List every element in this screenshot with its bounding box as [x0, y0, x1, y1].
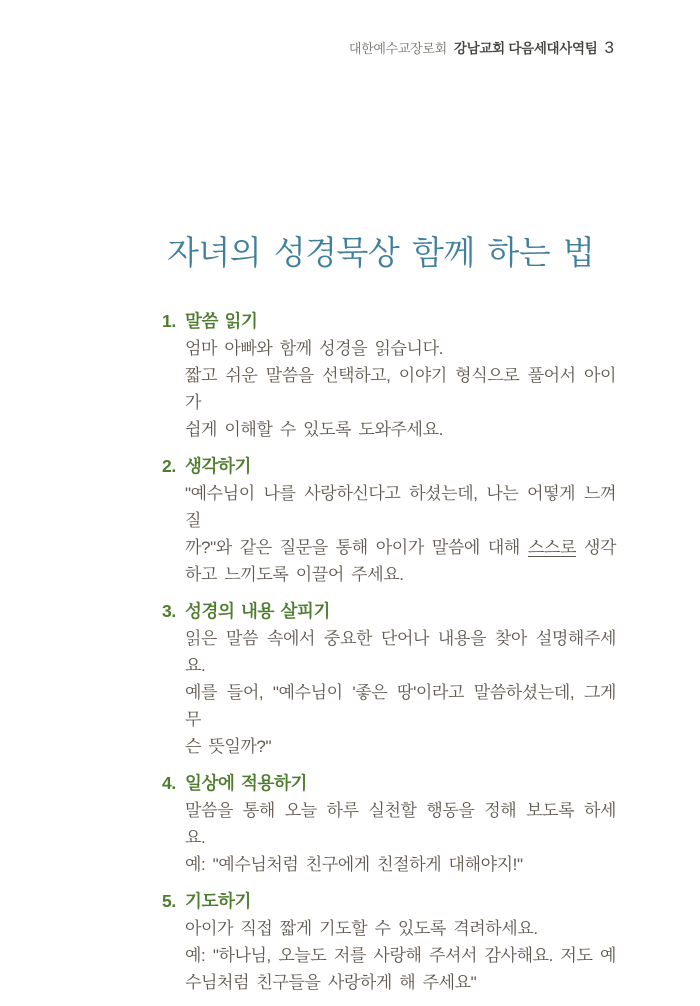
- body-line: "예수님이 나를 사랑하신다고 하셨는데, 나는 어떻게 느껴질: [185, 484, 616, 530]
- section-body: [185, 335, 616, 443]
- section: [162, 770, 618, 878]
- body-line: 쉽게 이해할 수 있도록 도와주세요.: [185, 420, 443, 439]
- denomination-name: 대한예수교장로회: [348, 41, 447, 56]
- section-body: [185, 915, 616, 996]
- body-line: 슨 뜻일까?": [185, 737, 272, 756]
- section-heading: [162, 308, 618, 335]
- body-line: 읽은 말씀 속에서 중요한 단어나 내용을 찾아 설명해주세요.: [185, 629, 616, 675]
- body-line: 짧고 쉬운 말씀을 선택하고, 이야기 형식으로 풀어서 아이가: [185, 366, 616, 412]
- body-line: 예: "하나님, 오늘도 저를 사랑해 주셔서 감사해요. 저도 예: [185, 946, 616, 965]
- body-line: 예: "예수님처럼 친구에게 친절하게 대해야지!": [185, 855, 523, 874]
- section-heading-label: 성경의 내용 살피기: [185, 601, 330, 621]
- church-team-name: 강남교회 다음세대사역팀: [453, 41, 598, 56]
- section: [162, 308, 618, 443]
- body-line: 예를 들어, "예수님이 '좋은 땅'이라고 말씀하셨는데, 그게 무: [185, 683, 616, 729]
- section-heading: [162, 770, 618, 797]
- section-heading-label: 말씀 읽기: [185, 311, 258, 331]
- section-heading: [162, 453, 618, 480]
- body-line: 아이가 직접 짧게 기도할 수 있도록 격려하세요.: [185, 919, 538, 938]
- section-heading: [162, 888, 618, 915]
- section-body: [185, 625, 616, 760]
- section-number: 3.: [162, 601, 176, 621]
- section-body: [185, 797, 616, 878]
- section-number: 1.: [162, 311, 176, 331]
- section-number: 4.: [162, 773, 176, 793]
- body-line: 수님처럼 친구들을 사랑하게 해 주세요": [185, 973, 477, 992]
- text-segment: 생각: [575, 538, 617, 557]
- underlined-text: 스스로: [527, 538, 576, 557]
- body-line: 엄마 아빠와 함께 성경을 읽습니다.: [185, 339, 443, 358]
- section-body: [185, 480, 616, 588]
- body-line: [185, 534, 616, 561]
- section-number: 2.: [162, 456, 176, 476]
- page-content: [162, 234, 618, 1006]
- body-line: 말씀을 통해 오늘 하루 실천할 행동을 정해 보도록 하세요.: [185, 801, 616, 847]
- section: [162, 888, 618, 996]
- section-number: 5.: [162, 891, 176, 911]
- page-number: 3: [604, 38, 614, 57]
- section-list: [162, 308, 618, 996]
- section-heading-label: 기도하기: [185, 891, 252, 911]
- body-line: 하고 느끼도록 이끌어 주세요.: [185, 565, 404, 584]
- section: [162, 598, 618, 760]
- text-segment: 까?"와 같은 질문을 통해 아이가 말씀에 대해: [185, 538, 528, 557]
- section-heading-label: 일상에 적용하기: [185, 773, 307, 793]
- running-header: [349, 37, 614, 58]
- page-title: 자녀의 성경묵상 함께 하는 법: [167, 234, 595, 271]
- section-heading-label: 생각하기: [185, 456, 252, 476]
- section: [162, 453, 618, 588]
- section-heading: [162, 598, 618, 625]
